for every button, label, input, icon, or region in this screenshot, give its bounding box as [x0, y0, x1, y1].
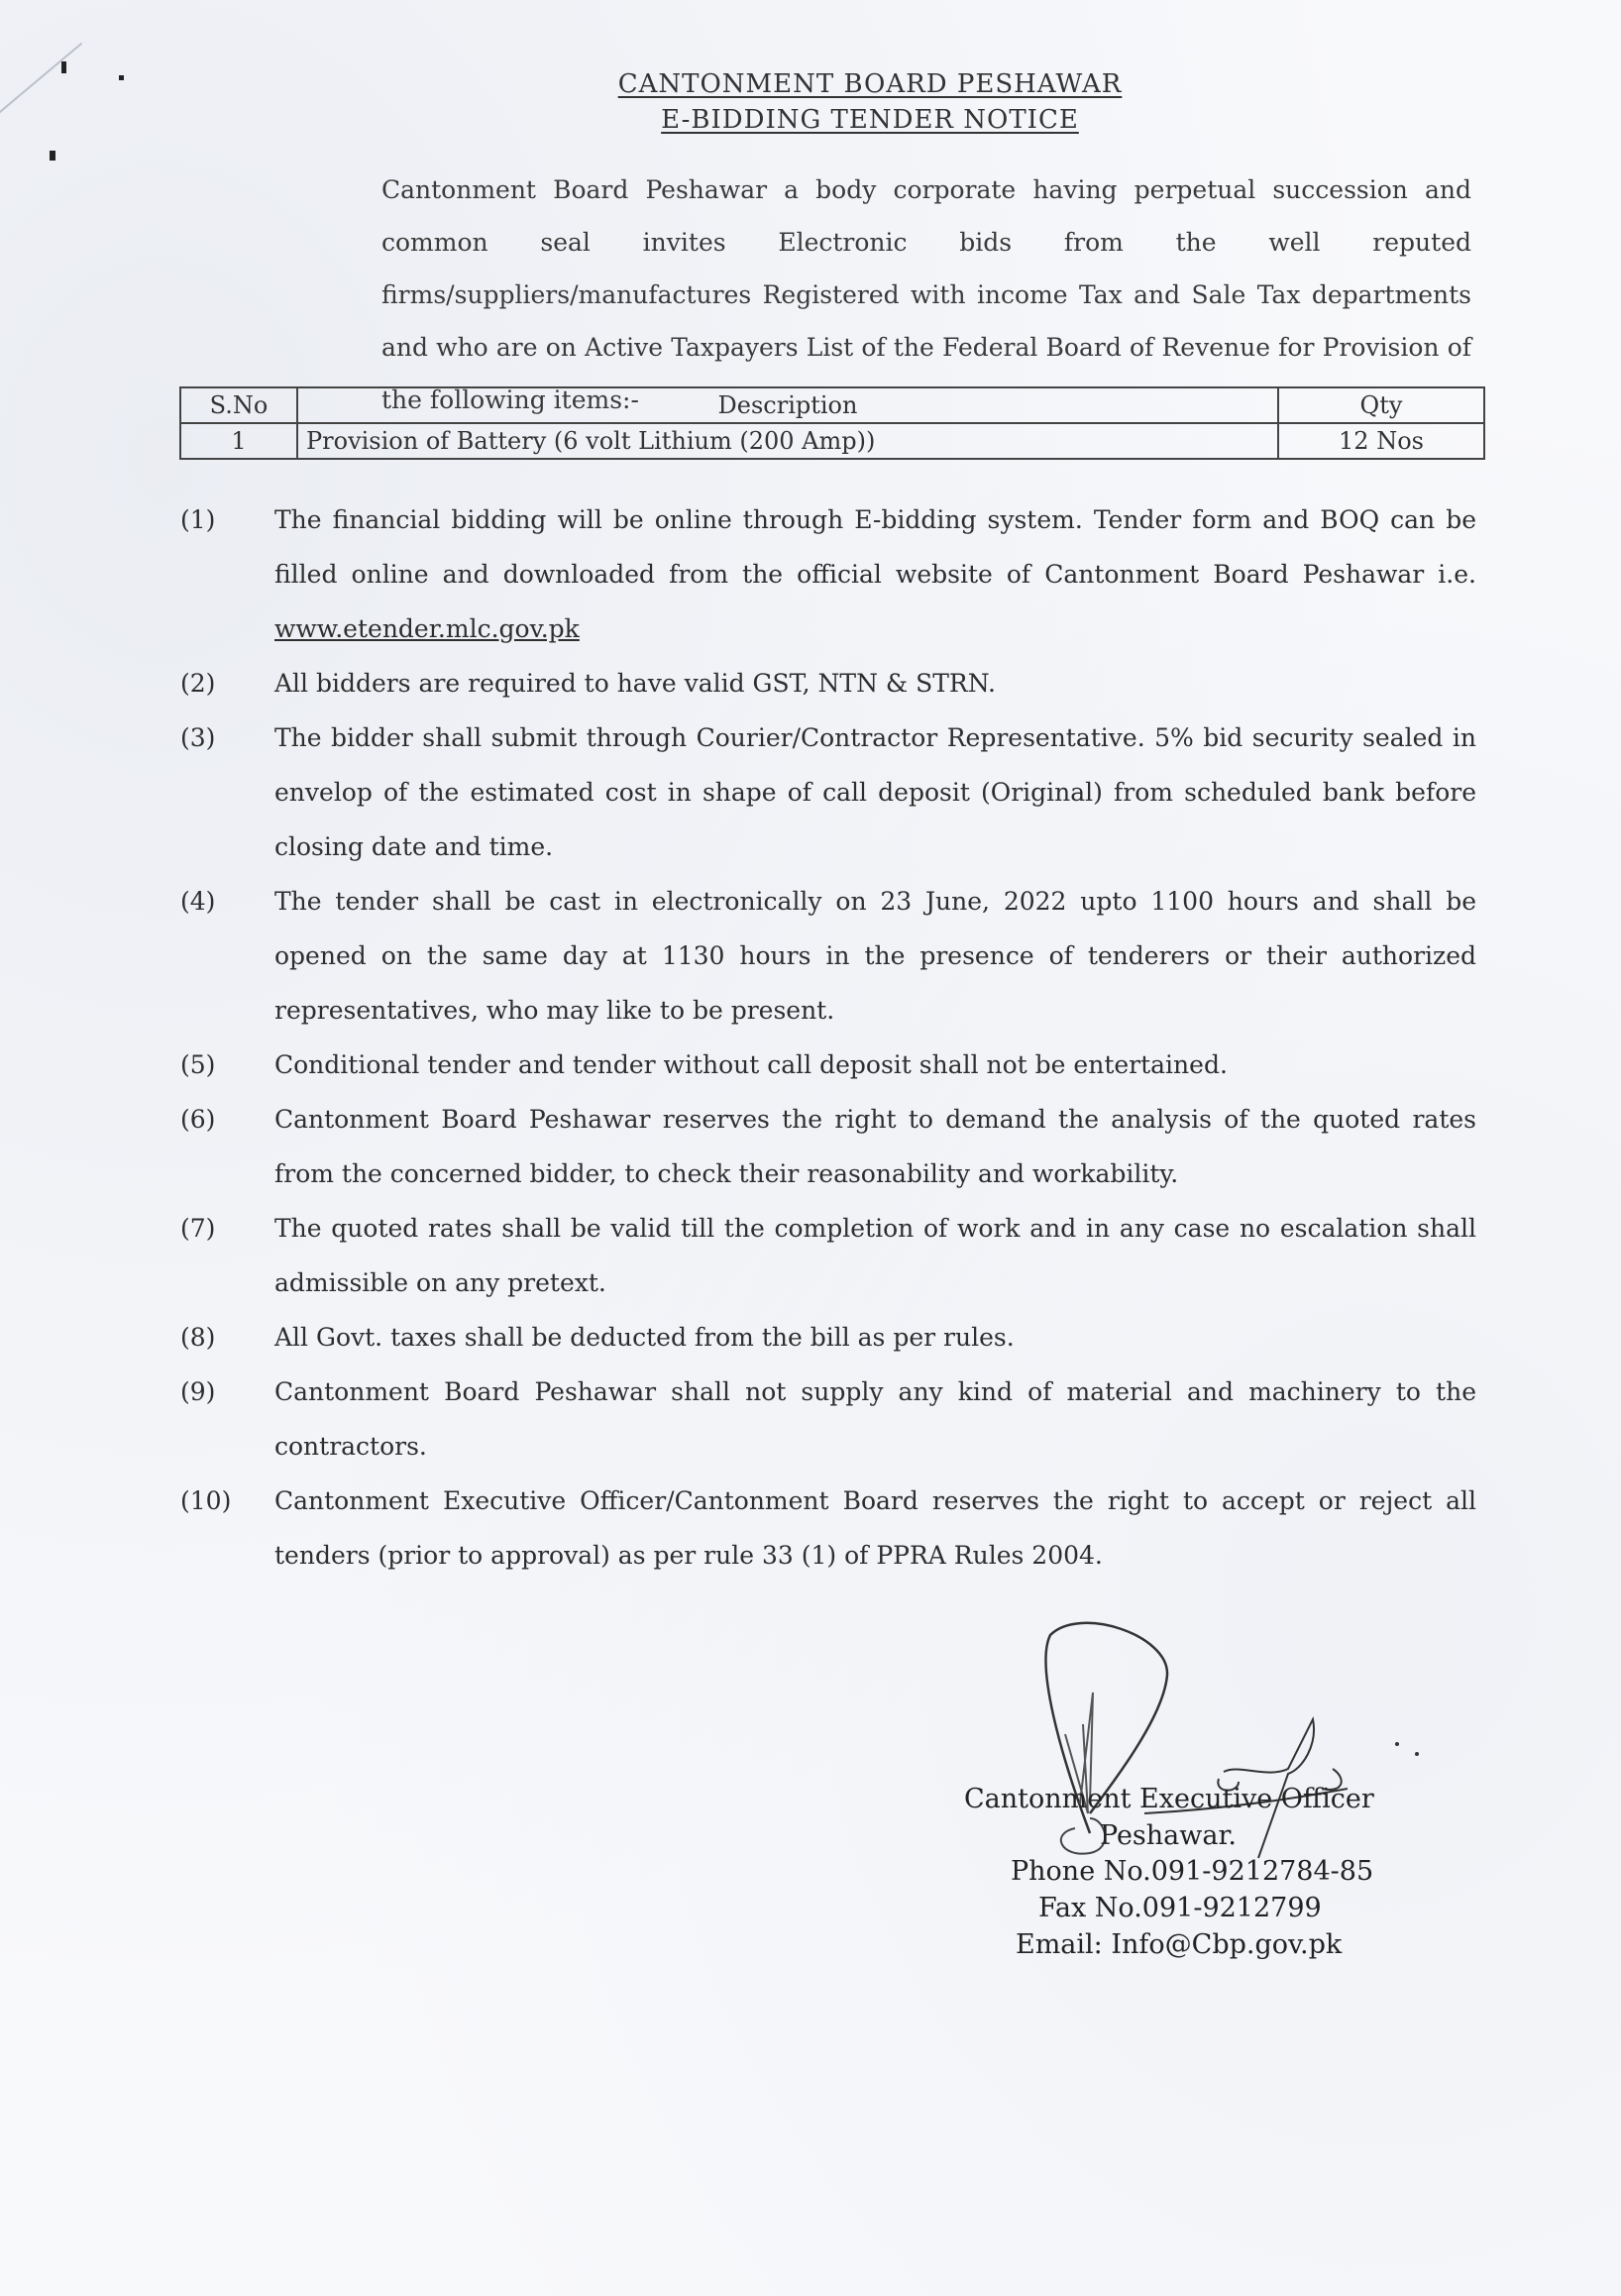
clause-5	[168, 1038, 1476, 1092]
table-row	[180, 423, 1484, 459]
cell-qty: 12 Nos	[1278, 423, 1484, 459]
clause-1	[168, 492, 1476, 656]
contact-email[interactable]: Email: Info@Cbp.gov.pk	[1016, 1929, 1343, 1960]
header-qty: Qty	[1278, 387, 1484, 423]
organization-title: CANTONMENT BOARD PESHAWAR	[617, 69, 1123, 99]
clause-8	[168, 1310, 1476, 1365]
clause-number: (10)	[180, 1486, 232, 1515]
etender-website-link[interactable]: www.etender.mlc.gov.pk	[274, 614, 580, 643]
clause-text: All Govt. taxes shall be deducted from the bill as per rules.	[274, 1323, 1015, 1352]
clause-text: Cantonment Board Peshawar reserves the right to demand the analysis of the quoted rates from the concerned bidder, to check their reasonability and workability.	[274, 1105, 1476, 1188]
clause-text: The bidder shall submit through Courier/Contractor Representative. 5% bid security sealed in envelop of the estimated cost in shape of call deposit (Original) from scheduled bank before closing date and time.	[274, 723, 1476, 861]
clause-text: The tender shall be cast in electronically on 23 June, 2022 upto 1100 hours and shall be opened on the same day at 1130 hours in the presence of tenderers or their authorized representatives, who may like to be present.	[274, 887, 1476, 1025]
clause-text: Conditional tender and tender without call deposit shall not be entertained.	[274, 1050, 1228, 1079]
clause-text: Cantonment Board Peshawar shall not supply any kind of material and machinery to the contractors.	[274, 1377, 1476, 1461]
clause-text: All bidders are required to have valid GST, NTN & STRN.	[274, 669, 996, 698]
clause-number: (6)	[180, 1105, 216, 1134]
clause-number: (3)	[180, 723, 216, 752]
clause-number: (4)	[180, 887, 216, 916]
clause-number: (1)	[180, 505, 216, 534]
conditions-list	[168, 492, 1476, 1583]
notice-title: E-BIDDING TENDER NOTICE	[661, 105, 1079, 135]
table-header-row	[180, 387, 1484, 423]
contact-fax: Fax No.091-9212799	[1038, 1893, 1322, 1923]
cell-sno: 1	[180, 423, 297, 459]
contact-phone: Phone No.091-9212784-85	[1011, 1856, 1374, 1887]
clause-2	[168, 656, 1476, 711]
clause-4	[168, 874, 1476, 1038]
items-table	[179, 386, 1485, 460]
clause-number: (8)	[180, 1323, 216, 1352]
clause-text: The quoted rates shall be valid till the completion of work and in any case no escalation shall admissible on any pretext.	[274, 1214, 1476, 1297]
clause-3	[168, 711, 1476, 874]
cell-description: Provision of Battery (6 volt Lithium (200 Amp))	[297, 423, 1278, 459]
scan-speck	[50, 151, 55, 161]
signatory-designation: Cantonment Executive Officer	[964, 1784, 1374, 1814]
clause-number: (5)	[180, 1050, 216, 1079]
clause-7	[168, 1201, 1476, 1310]
clause-text: Cantonment Executive Officer/Cantonment Board reserves the right to accept or reject all tenders (prior to approval) as per rule 33 (1) of PPRA Rules 2004.	[274, 1486, 1476, 1570]
clause-number: (2)	[180, 669, 216, 698]
intro-paragraph: Cantonment Board Peshawar a body corporate having perpetual succession and common seal invites Electronic bids from the well reputed firms/suppliers/manufactures Registered with income Tax and Sale Tax departments and who are on Active Taxpayers List of the Federal Board of Revenue for Provision of the following items:-	[381, 175, 1471, 414]
clause-number: (7)	[180, 1214, 216, 1243]
header-sno: S.No	[180, 387, 297, 423]
signatory-city: Peshawar.	[1100, 1820, 1238, 1851]
clause-10	[168, 1474, 1476, 1583]
header-description: Description	[297, 387, 1278, 423]
clause-text: The financial bidding will be online through E-bidding system. Tender form and BOQ can be filled online and downloaded from the official website of Cantonment Board Peshawar i.e.	[274, 505, 1476, 589]
clause-9	[168, 1365, 1476, 1474]
signature-block	[941, 1605, 1437, 1982]
clause-number: (9)	[180, 1377, 216, 1406]
clause-6	[168, 1092, 1476, 1201]
